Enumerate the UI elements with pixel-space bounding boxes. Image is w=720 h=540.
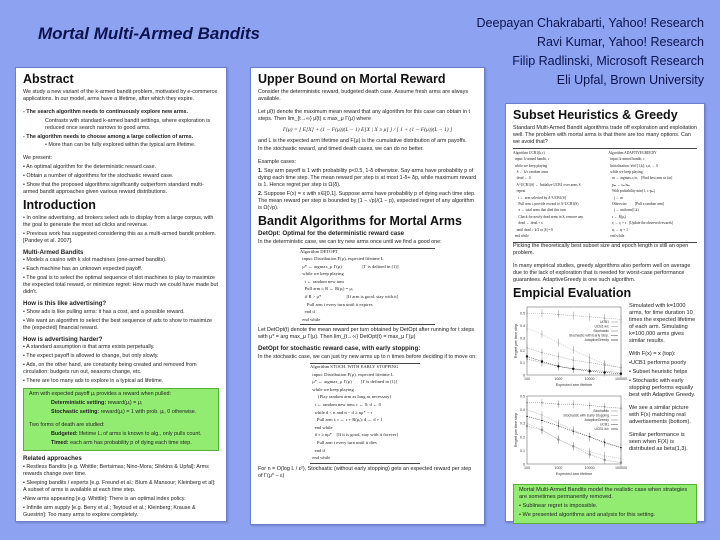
- algo-line: r ← R(μⱼ): [608, 214, 626, 219]
- y-tick-label: 0.3: [520, 336, 525, 341]
- example: [258, 168, 477, 189]
- paragraph: We see a similar picture with F(x) matching real advertisements (bottom).: [629, 404, 691, 425]
- y-tick-label: 0.2: [520, 435, 525, 440]
- advertising-item: • Show ads is like pulling arms: it has a cost, and a possible reward.: [23, 308, 185, 315]
- poster-title: Mortal Multi-Armed Bandits: [38, 24, 260, 43]
- paragraph: Let DetOpt(t) denote the mean reward per turn obtained by DetOpt after running for t steps with μ* = arg max_μ Γ(μ). Then lim_{t→∞} DetOpt(t) = max_μ Γ(μ): [258, 327, 475, 341]
- y-tick-label: 0.1: [520, 448, 525, 453]
- x-tick-label: 1000: [554, 465, 563, 470]
- algo-line: With probability min(1, c·pₘ): [608, 189, 655, 194]
- y-axis-label: Regret per time step: [514, 412, 518, 448]
- mab-heading: Multi-Armed Bandits: [23, 248, 84, 256]
- intro-item: • Previous work has suggested considering this as a multi-armed bandit problem. [Pandey et al. 2007].: [23, 230, 217, 244]
- data-point: [589, 436, 590, 437]
- box-text: reward(μᵢ) = 1 with prob. μᵢ, 0 otherwise.: [99, 408, 197, 415]
- legend-label: Stochastic with Early Stopping: [563, 413, 609, 418]
- upper-bound-heading: Upper Bound on Mortal Reward: [258, 72, 446, 86]
- examples-heading: Example cases:: [258, 159, 297, 166]
- data-point: [572, 368, 574, 370]
- harder-item: • There are too many ads to explore in a typical ad lifetime.: [23, 378, 164, 385]
- y-tick-label: 0.1: [520, 361, 525, 366]
- related-item: • Sleeping bandits / experts [e.g. Freund et al.; Blum & Mansour; Kleinberg et al]: A subset of arms is available at each time step.: [23, 480, 216, 494]
- data-point: [557, 365, 559, 367]
- mab-item-list: [23, 257, 219, 296]
- data-point: [558, 342, 559, 343]
- algo-line: while d < n and n − d ≥ nμ* − r: [310, 409, 373, 415]
- subset-heading: Subset Heuristics & Greedy: [513, 108, 678, 122]
- mab-item: • Models a casino with k slot machines (one-armed bandits).: [23, 257, 167, 264]
- author-list: [477, 14, 704, 90]
- paragraph: For n = O(log L / ε²), Stochastic (without early stopping) gets an expected reward per step of Γ(μ* − ε): [258, 465, 472, 479]
- abstract-subpoint: Contrasts with standard k-armed bandit settings, where exploration is reduced once search narrows to good arms.: [45, 117, 211, 131]
- data-point: [573, 431, 574, 432]
- paragraph: Consider the deterministic reward, budgeted death case. Assume fresh arms are always available.: [258, 89, 469, 102]
- data-point: [573, 403, 574, 404]
- box-text: each arm has probability p of dying each time step.: [68, 439, 192, 446]
- author: Ravi Kumar, Yahoo! Research: [537, 35, 704, 49]
- algo-line: Algorithm UCB1(k,c): [513, 150, 545, 155]
- algo-line-list: [300, 248, 435, 326]
- author: Eli Upfal, Brown University: [556, 73, 704, 87]
- algo-line: μ* ← argmax_μ Γ(μ) [Γ is defined in (1)]: [310, 379, 397, 385]
- paragraph: Let μ̄(t) denote the maximum mean reward that any algorithm for this case can obtain in t steps. Then lim_{t→∞} μ̄(t) ≤ max_μ Γ(μ) where: [258, 108, 470, 122]
- algo-line: if R > μ* [If arm is good, stay with it]: [300, 294, 399, 300]
- data-point: [620, 319, 621, 320]
- related-item: •New arms appearing [e.g. Whittle]: There is an optimal index policy.: [23, 495, 186, 502]
- y-tick-label: 0.3: [520, 421, 525, 426]
- data-point: [541, 402, 542, 403]
- algo-line: Algorithm STOCH. WITH EARLY STOPPING: [310, 364, 399, 370]
- data-point: [526, 416, 527, 417]
- y-axis-label: Regret per time step: [514, 323, 518, 359]
- y-tick-label: 0.5: [520, 311, 525, 316]
- y-tick-label: 0.4: [520, 323, 525, 328]
- harder-item: • A standard assumption is that arms exists perpetually.: [23, 344, 155, 351]
- abstract-point: - The algorithm needs to choose among a large collection of arms.: [23, 133, 194, 140]
- author: Deepayan Chakrabarti, Yahoo! Research: [476, 16, 704, 30]
- paragraph: With F(x) = x (top):: [629, 350, 676, 357]
- algo-line: end if: [310, 447, 326, 453]
- data-point: [526, 409, 527, 410]
- intro-item-list: [23, 215, 219, 245]
- example-number: 2.: [258, 190, 263, 197]
- conclusion-item: • Sublinear regret is impossible.: [519, 502, 598, 509]
- data-point: [526, 355, 528, 357]
- algo-line: x ← total arms that died this turn: [513, 208, 567, 213]
- finding-item: •UCB1 performs poorly: [629, 359, 687, 366]
- algo-line: i ← random new arm: [300, 278, 344, 284]
- algo-line: nⱼ ← nⱼ + 1: [608, 227, 628, 232]
- algo-line: m ← argmaxᵢ rᵢ/nᵢ [Find best arm so far]: [608, 176, 673, 181]
- data-point: [526, 347, 527, 348]
- paragraph: and L is the expected arm lifetime and F(μ) is the cumulative distribution of arm payoffs.: [258, 137, 467, 144]
- y-tick-label: 0.2: [520, 348, 525, 353]
- algo-line-list: [513, 151, 605, 241]
- conclusion-text: Mortal Multi-Armed Bandits model the realistic case when strategies are sometimes permanently removed.: [519, 486, 688, 500]
- algo-line: Check for newly dead arms in S, remove any: [513, 214, 584, 219]
- data-point: [588, 370, 590, 372]
- box-text: reward(μᵢ) = μᵢ: [106, 399, 142, 406]
- algo-line: until dead ≥ k/2 or |S| = 0: [513, 227, 554, 232]
- related-item-list: [23, 464, 219, 518]
- data-point: [541, 429, 543, 431]
- x-tick-label: 10000: [584, 376, 595, 381]
- bandit-algorithms-heading: Bandit Algorithms for Mortal Arms: [258, 213, 462, 228]
- algo-line: Algorithm ADAPTIVEGREEDY: [608, 150, 657, 155]
- data-point: [541, 414, 542, 415]
- legend-label: UCB1-k/c: [594, 426, 609, 431]
- data-point: [573, 350, 574, 351]
- abstract-subpoint: • More than can be fully explored within the typical arm lifetime.: [45, 142, 196, 149]
- data-point: [573, 359, 574, 360]
- data-point: [526, 327, 527, 328]
- mab-item: • The goal is to select the optimal sequence of slot machines to play to maximize the expected total reward, or minimize regret: How much we could have made but didn't.: [23, 275, 219, 296]
- algo-line: Pull arm i every turn until it expires: [300, 301, 373, 307]
- algo-line-list: [608, 151, 697, 241]
- data-point: [620, 407, 621, 408]
- paragraph: In the stochastic reward, and timed death cases, we can do no better.: [258, 146, 424, 153]
- data-point: [589, 357, 590, 358]
- algo-line: Pull arm i every turn until it dies: [310, 440, 377, 445]
- example-text: Suppose F(x) = x with x∈[0,1]. Suppose arms have probability p of dying each time step. The mean reward per step is bounded by (1 − √p)/(1 − p), expected regret of any algorithm is Ω(√p).: [258, 190, 476, 211]
- algo-line: μ* ← argmax_μ Γ(μ) [Γ is defined in (1)]: [300, 263, 399, 269]
- algo-line: Pull arm i; R ← R(μᵢ) = μᵢ: [300, 286, 353, 292]
- algo-line: i ← random new arm; r ← 0; d ← 0: [310, 402, 381, 408]
- algo-line: Otherwise [Pull a random arm]: [608, 201, 664, 206]
- paragraph: Standard Multi-Armed Bandit algorithms trade off exploration and exploitation well. The problem with mortal arms is that there are too many options. Can we avoid that?: [513, 125, 697, 145]
- y-tick-label: 0.5: [520, 394, 525, 399]
- data-point: [541, 420, 542, 421]
- regret-plot-bottom: [513, 392, 625, 478]
- data-point: [603, 459, 605, 461]
- paragraph: In the deterministic case, we can try new arms once until we find a good one:: [258, 238, 442, 245]
- paragraph: Similar performance is seen when F(X) is distributed as beta(1,3).: [629, 431, 688, 452]
- data-point: [526, 425, 528, 427]
- abstract-present: We present:: [23, 155, 52, 162]
- algo-line: end while: [310, 424, 333, 430]
- abstract-item: • An optimal algorithm for the deterministic reward case.: [23, 164, 157, 171]
- abstract-intro: We study a new variant of the k-armed bandit problem, motivated by e-commerce applications. In our model, arms have a lifetime, after which they expire.: [23, 89, 218, 102]
- box-text: Two forms of death are studied:: [29, 421, 105, 428]
- harder-heading: How is advertising harder?: [23, 335, 103, 343]
- box-text: lifetime Lᵢ of arms is known to alg., only pulls count.: [77, 430, 202, 437]
- algo-line: while we keep playing: [310, 386, 354, 392]
- x-axis-label: Expected arm lifetime: [555, 382, 593, 387]
- data-point: [589, 316, 590, 317]
- x-tick-label: 10000: [584, 465, 595, 470]
- algo-line: pₘ ← rₘ/nₘ: [608, 182, 630, 187]
- data-point: [558, 356, 559, 357]
- harder-item: • Ads, on the other hand, are constantly being created and removed from circulation: budgets run out, seasons change, etc.: [23, 362, 197, 376]
- algo-line: Algorithm DETOPT: [300, 248, 338, 254]
- example-number: 1.: [258, 168, 263, 175]
- data-point: [558, 425, 559, 426]
- algo-line: input: k-armed bandit, c: [513, 157, 550, 162]
- mab-item: • Each machine has an unknown expected payoff.: [23, 266, 143, 273]
- data-point: [620, 461, 622, 463]
- algo-line: rⱼ ← rⱼ + r [Update the observed rewards]: [608, 221, 673, 226]
- data-point: [572, 445, 574, 447]
- author: Filip Radlinski, Microsoft Research: [512, 54, 704, 68]
- algo-line: if r ≥ nμ* [If it is good, stay with it forever]: [310, 432, 399, 438]
- algo-line: end while: [310, 455, 331, 461]
- example-text: Say arm payoff is 1 with probability p<0.5, 1-δ otherwise. Say arms have probability p of dying each time step. The mean reward per step is at most 1-δ+ δp, while maximum reward is 1. Hence regret per step is Ω(δ).: [258, 168, 477, 189]
- empirical-heading: Empicial Evaluation: [513, 285, 632, 300]
- column-left: [15, 67, 227, 522]
- algo-line: while we keep playing: [300, 271, 344, 277]
- gamma-formula: Γ(μ) = [ E[X] + (1 − F(μ))(L − 1) E[X | X ≥ μ] ] / [ 1 + (1 − F(μ))(L − 1) ]: [282, 126, 453, 133]
- algo-line: end while: [300, 316, 321, 322]
- paragraph: Picking the theoretically best subset size and epoch length is still an open problem.: [513, 243, 689, 257]
- data-point: [620, 367, 621, 368]
- box-label: Budgeted:: [51, 430, 78, 437]
- box-label: Deterministic setting:: [51, 399, 107, 406]
- algo-line: Pull arm i; r ← r + R(μᵢ); d ← d + 1: [310, 417, 383, 423]
- legend-label: AdaptiveGreedy: [584, 337, 609, 342]
- data-point: [541, 352, 542, 353]
- finding-item-list: [629, 360, 697, 399]
- algo-line: [Play random arm as long as necessary]: [310, 394, 392, 400]
- y-tick-label: 0: [523, 373, 525, 378]
- algo-line: Initialization: ∀i∈[1,k], rᵢ,nᵢ ← 0: [608, 163, 659, 168]
- data-point: [620, 447, 621, 448]
- data-point: [604, 441, 605, 442]
- column-middle: [250, 67, 485, 525]
- legend-label: Stochastic with Early Stop.: [568, 333, 609, 338]
- abstract-item-list: [23, 164, 219, 196]
- algo-line: j ← m: [608, 195, 623, 200]
- conclusion-item: • We presented algorithms and analysis for this setting.: [519, 511, 656, 518]
- detopt-heading: DetOpt: Optimal for the deterministic reward case: [258, 229, 405, 237]
- data-point: [620, 373, 622, 375]
- paragraph: In many empirical studies, greedy algorithms also perform well on average due to the lack of exploration that is needed for worst-case performance guarantees. AdaptiveGreedy is one such algorithm.: [513, 263, 691, 284]
- algo-line: i ← arm selected by A^UCB1(S): [513, 195, 566, 200]
- x-tick-label: 1000: [554, 376, 563, 381]
- legend-label: UCB1-k/c: [594, 324, 609, 329]
- algo-line: input: Distribution F(μ), expected lifetime L: [300, 256, 384, 262]
- algo-line: while we keep playing: [513, 163, 548, 168]
- finding-item: • Subset heuristic helps: [629, 368, 688, 375]
- algo-line: Pull arm i, provide reward to A^UCB1(S): [513, 201, 579, 206]
- data-point: [603, 371, 605, 373]
- algo-line: end while: [513, 234, 529, 238]
- x-tick-label: 100: [524, 465, 530, 470]
- harder-item-list: [23, 344, 219, 385]
- algo-line: input: Distribution F(μ), expected lifetime L: [310, 371, 394, 377]
- finding-item: • Stochastic with early stopping performs equally best with Adaptive Greedy.: [629, 377, 696, 398]
- data-point: [557, 438, 559, 440]
- data-point: [573, 315, 574, 316]
- advertising-item-list: [23, 309, 219, 332]
- x-axis-label: Expected arm lifetime: [555, 471, 593, 476]
- algo-line-list: [310, 363, 420, 464]
- legend-label: AdaptiveGreedy: [584, 417, 609, 422]
- algo-line: end if: [300, 309, 316, 315]
- data-point: [588, 453, 590, 455]
- introduction-heading: Introduction: [23, 197, 96, 212]
- column-right: [505, 103, 705, 522]
- algo-line: j ← uniform(1,k): [608, 208, 639, 213]
- algo-line: input: k-armed bandit, c: [608, 157, 645, 162]
- model-definition-box: [23, 388, 219, 451]
- related-item: • Restless Bandits [e.g. Whittle; Bertsimas; Nino-Mora; Slivkins & Upfal]: Arms rewards change over time.: [23, 464, 209, 478]
- data-point: [541, 333, 542, 334]
- data-point: [558, 314, 559, 315]
- x-tick-label: 100000: [615, 465, 627, 470]
- algo-line: A^UCB1(S) ← Initialize UCB1 over arms S: [513, 182, 581, 187]
- data-point: [526, 402, 527, 403]
- paragraph: In the stochastic case, we can just try new arms up to n times before deciding if to move on:: [258, 354, 477, 361]
- box-label: Timed:: [51, 439, 69, 446]
- y-tick-label: 0.4: [520, 407, 525, 412]
- data-point: [604, 406, 605, 407]
- box-label: Stochastic setting:: [51, 408, 100, 415]
- advertising-heading: How is this like advertising?: [23, 299, 107, 307]
- data-point: [589, 362, 590, 363]
- data-point: [604, 317, 605, 318]
- y-tick-label: 0: [523, 462, 525, 467]
- algo-line: dead ← 0: [513, 176, 531, 181]
- conclusion-box: [513, 484, 697, 524]
- abstract-heading: Abstract: [23, 72, 74, 86]
- legend-label: UCB1: [599, 319, 609, 324]
- stochastic-heading: DetOpt for stochastic reward case, with early stopping:: [258, 345, 421, 353]
- example: [258, 191, 477, 212]
- regret-plot-top: [513, 303, 625, 389]
- abstract-item: • Obtain a number of algorithms for the stochastic reward case.: [23, 173, 174, 180]
- paragraph: Simulated with k=1000 arms, for time duration 10 times the expected lifetime of each arm. Simulating k=100,000 arms gives similar results.: [629, 302, 696, 344]
- intro-item: • In online advertising, ad brokers select ads to display from a large corpus, with the goal to generate the most ad clicks and revenue.: [23, 214, 214, 228]
- legend-label: UCB1: [599, 422, 609, 427]
- legend-label: Stochastic: [593, 328, 609, 333]
- related-item: • Infinite arm supply [e.g. Berry et al.; Teytoud et al.; Kleinberg; Krause & Guestrin]: Too many arms to explore completely.: [23, 504, 196, 518]
- abstract-point: - The search algorithm needs to continuously explore new arms.: [23, 108, 189, 115]
- algo-line: end while: [608, 234, 625, 238]
- conclusion-item-list: [519, 503, 691, 519]
- data-point: [558, 403, 559, 404]
- data-point: [589, 405, 590, 406]
- box-text: Arm with expected payoff μᵢ provides a reward when pulled:: [29, 391, 171, 397]
- algo-line: repeat: [513, 189, 526, 194]
- x-tick-label: 100000: [615, 376, 627, 381]
- data-point: [604, 364, 605, 365]
- algo-line: while we keep playing: [608, 169, 643, 174]
- algo-line: dead ← dead + x: [513, 221, 543, 226]
- data-point: [541, 360, 543, 362]
- data-point: [541, 312, 542, 313]
- algo-line: S ← k/c random arms: [513, 169, 549, 174]
- related-heading: Related approaches: [23, 455, 82, 463]
- x-tick-label: 100: [524, 376, 530, 381]
- advertising-item: • We want an algorithm to select the best sequence of ads to show to maximize the (expected) financial reward.: [23, 317, 213, 331]
- legend-label: Stochastic: [593, 408, 609, 413]
- harder-item: • The expect payoff is allowed to change, but only slowly.: [23, 353, 159, 360]
- data-point: [526, 312, 527, 313]
- abstract-item: • Show that the proposed algorithms significantly outperform standard multi-armed bandit approaches given various reward distributions.: [23, 182, 204, 195]
